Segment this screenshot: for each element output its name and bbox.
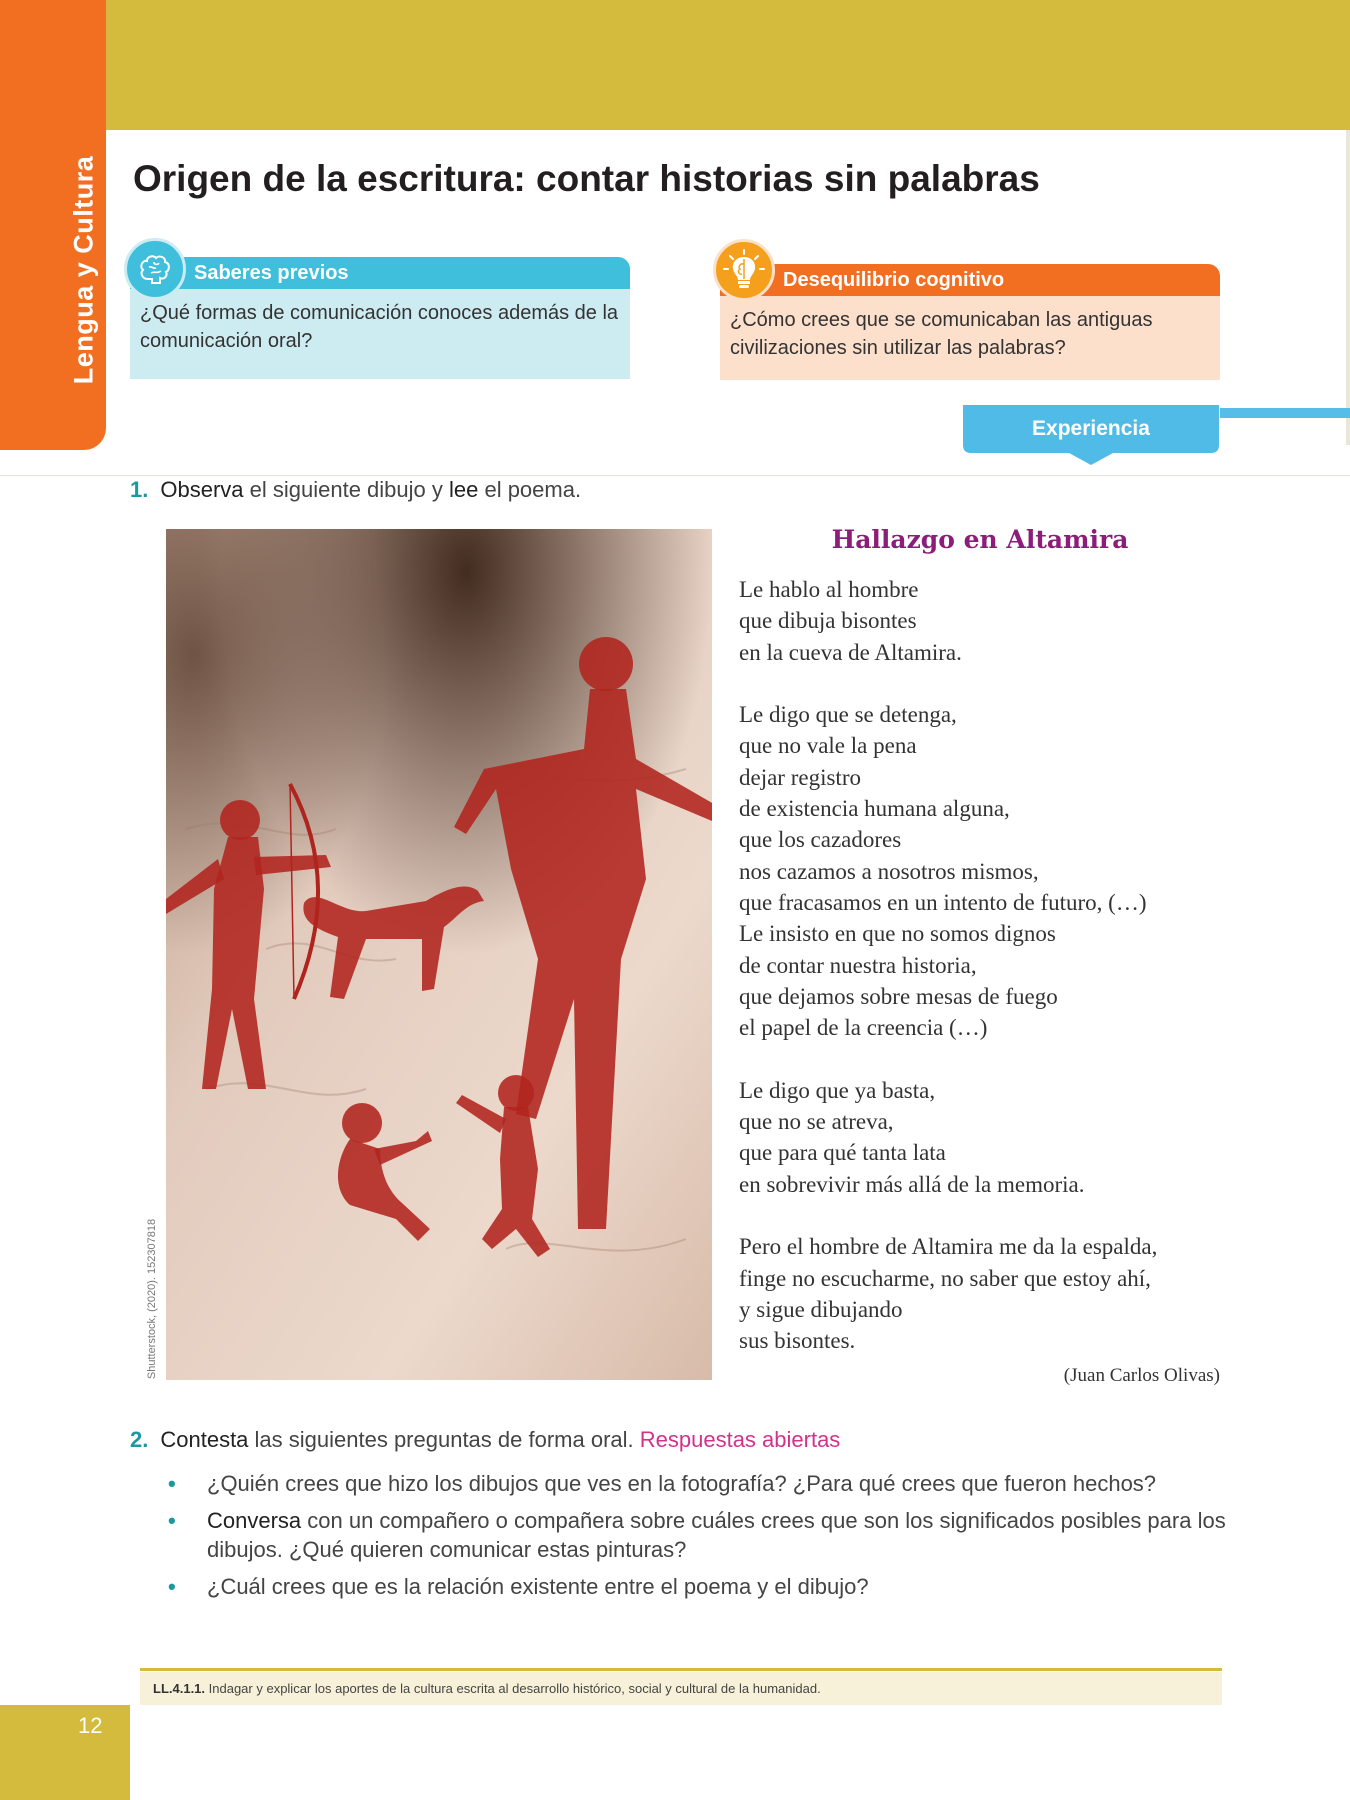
page-number: 12: [78, 1713, 103, 1738]
poem-line: Le insisto en que no somos dignos: [739, 921, 1056, 947]
cave-painting-image: [166, 529, 712, 1380]
poem-title: Hallazgo en Altamira: [831, 525, 1129, 554]
experiencia-line: [1220, 408, 1350, 418]
poem-body: [739, 574, 1157, 1356]
poem-line: y sigue dibujando: [739, 1296, 903, 1322]
question-list: [166, 1469, 1226, 1609]
activity-2-text: las siguientes preguntas de forma oral.: [248, 1427, 640, 1452]
activity-1-verb-observa: Observa: [160, 477, 244, 502]
desequilibrio-heading: Desequilibrio cognitivo: [720, 264, 1220, 296]
poem-stanza: [739, 699, 1157, 1043]
poem-line: de contar nuestra historia,: [739, 952, 977, 978]
question-text: ¿Cuál crees que es la relación existente entre el poema y el dibujo?: [207, 1574, 869, 1599]
section-side-tab: [0, 0, 106, 450]
poem-line: Le digo que ya basta,: [739, 1077, 936, 1103]
saberes-previos-box: [130, 257, 630, 379]
brain-icon: [124, 238, 186, 300]
poem-line: el papel de la creencia (…): [739, 1015, 988, 1041]
activity-1-number: 1.: [130, 477, 149, 502]
page-number-box: [0, 1705, 130, 1800]
poem-line: de existencia humana alguna,: [739, 796, 1010, 822]
poem-line: que no vale la pena: [739, 733, 917, 759]
poem-line: sus bisontes.: [739, 1328, 856, 1354]
page-edge-strip: [1346, 130, 1350, 445]
activity-1-text: el siguiente dibujo y: [243, 477, 449, 502]
image-credit: Shutterstock, (2020). 152307818: [146, 1218, 158, 1380]
list-item: [166, 1572, 1226, 1601]
poem-line: Le digo que se detenga,: [739, 702, 957, 728]
poem-author: (Juan Carlos Olivas): [1063, 1365, 1220, 1386]
activity-1-text-end: el poema.: [478, 477, 582, 502]
skill-footer: [140, 1672, 1222, 1705]
poem-line: en sobrevivir más allá de la memoria.: [739, 1171, 1085, 1197]
poem-line: que dibuja bisontes: [739, 608, 917, 634]
poem-line: Pero el hombre de Altamira me da la espalda,: [739, 1234, 1158, 1260]
lightbulb-brain-icon: [713, 239, 775, 301]
activity-2-verb-contesta: Contesta: [160, 1427, 249, 1452]
poem-line: que no se atreva,: [739, 1109, 894, 1135]
poem-line: que dejamos sobre mesas de fuego: [739, 983, 1058, 1009]
section-divider: [0, 475, 1350, 476]
poem-line: en la cueva de Altamira.: [739, 639, 962, 665]
saberes-previos-question: ¿Qué formas de comunicación conoces además de la comunicación oral?: [130, 289, 630, 379]
experiencia-label: Experiencia: [1032, 417, 1150, 440]
poem-line: Le hablo al hombre: [739, 577, 919, 602]
poem-stanza: [739, 1075, 1157, 1200]
poem-line: que los cazadores: [739, 827, 902, 853]
experiencia-tag: [963, 405, 1219, 465]
list-item: [166, 1469, 1226, 1498]
desequilibrio-question: ¿Cómo crees que se comunicaban las antiguas civilizaciones sin utilizar las palabras?: [720, 296, 1220, 380]
list-item: [166, 1506, 1226, 1564]
question-lead-verb: Conversa: [207, 1508, 302, 1533]
activity-2-instruction: [130, 1427, 840, 1453]
poem-line: que fracasamos en un intento de futuro, (…): [739, 889, 1147, 915]
activity-1-verb-lee: lee: [448, 477, 479, 502]
activity-2-number: 2.: [130, 1427, 149, 1452]
poem-line: dejar registro: [739, 764, 861, 790]
desequilibrio-cognitivo-box: [720, 264, 1220, 380]
page-title: Origen de la escritura: contar historias sin palabras: [133, 158, 1040, 199]
poem-stanza: [739, 574, 1157, 668]
saberes-previos-heading: Saberes previos: [130, 257, 630, 289]
poem-line: finge no escucharme, no saber que estoy ahí,: [739, 1265, 1151, 1291]
skill-code: LL.4.1.1.: [153, 1681, 206, 1696]
poem-stanza: [739, 1231, 1157, 1356]
activity-1-instruction: [130, 477, 581, 503]
side-tab-label: Lengua y Cultura: [68, 155, 99, 385]
question-text: ¿Quién crees que hizo los dibujos que ves en la fotografía? ¿Para qué crees que fueron hechos?: [207, 1471, 1157, 1496]
poem-line: que para qué tanta lata: [739, 1140, 946, 1166]
top-color-band: [106, 0, 1350, 130]
footer-rule: [140, 1668, 1222, 1671]
poem-line: nos cazamos a nosotros mismos,: [739, 858, 1039, 884]
question-text: con un compañero o compañera sobre cuáles crees que son los significados posibles para los dibujos. ¿Qué quieren comunicar estas pinturas?: [207, 1508, 1226, 1562]
skill-description: Indagar y explicar los aportes de la cultura escrita al desarrollo histórico, social y cultural de la humanidad.: [205, 1681, 821, 1696]
answer-note: Respuestas abiertas: [639, 1427, 841, 1452]
